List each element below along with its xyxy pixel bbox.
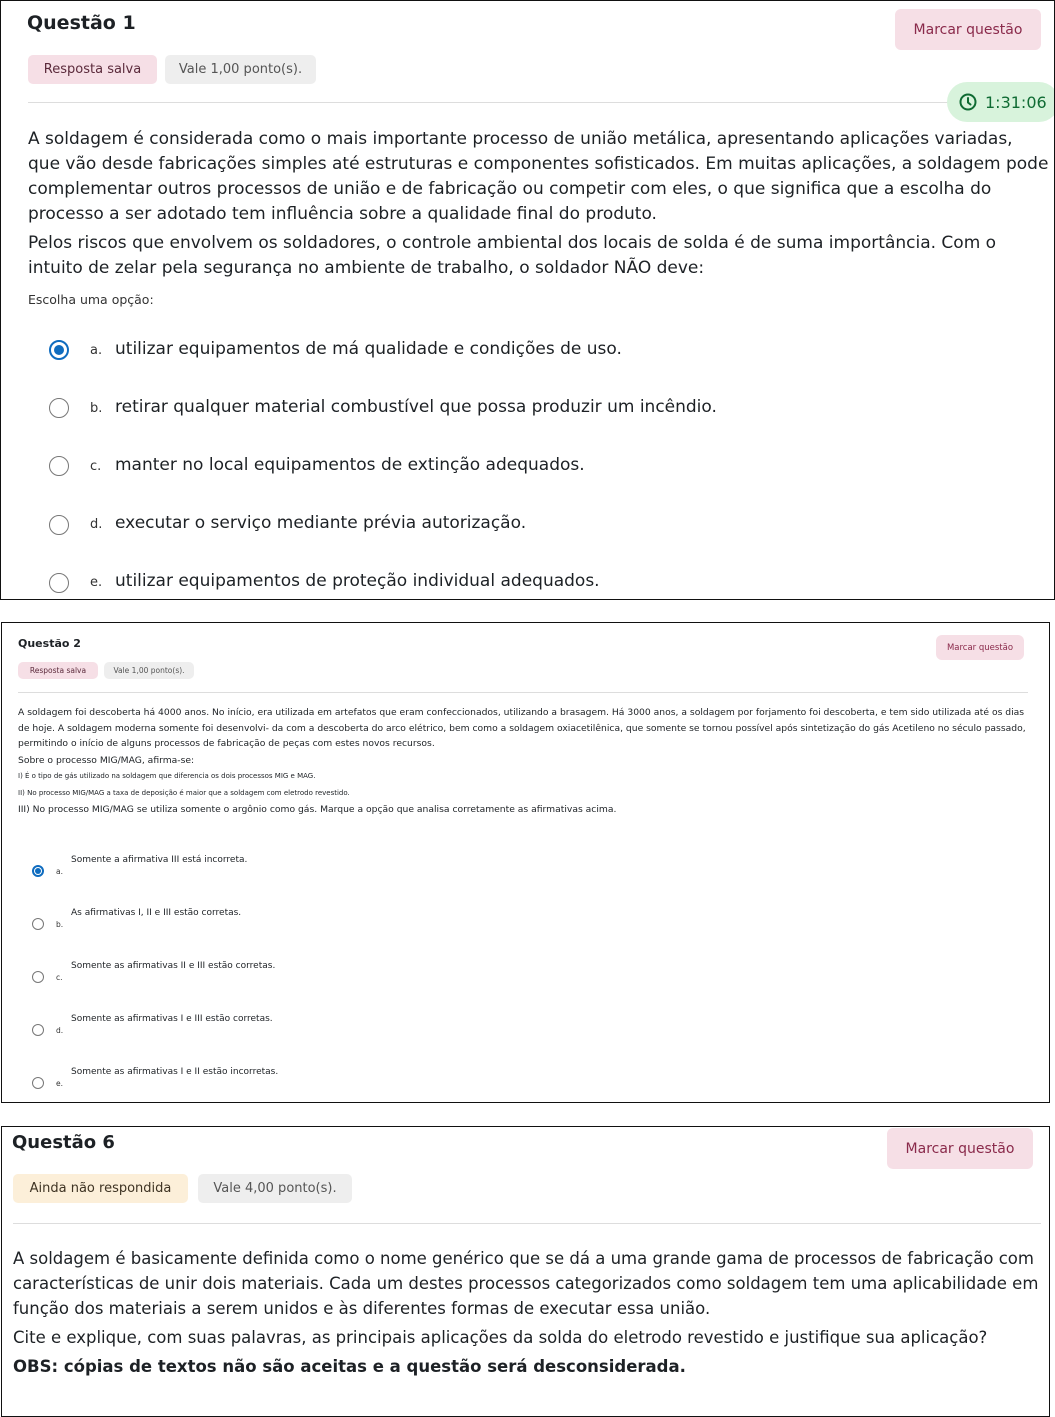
- mark-question-2-button[interactable]: Marcar questão: [936, 635, 1024, 660]
- question-6-divider: [13, 1223, 1041, 1224]
- question-6-note: OBS: cópias de textos não são aceitas e a questão será desconsiderada.: [13, 1357, 686, 1376]
- timer-value: 1:31:06: [985, 92, 1047, 112]
- question-2-option-d-radio[interactable]: [32, 1024, 44, 1036]
- question-1-option-a-radio[interactable]: [49, 340, 69, 360]
- question-2-points-badge: Vale 1,00 ponto(s).: [104, 662, 194, 679]
- question-1-option-b-label[interactable]: retirar qualquer material combustível que possa produzir um incêndio.: [115, 397, 717, 417]
- statement-1: I) É o tipo de gás utilizado na soldagem que diferencia os dois processos MIG e MAG.: [18, 772, 316, 780]
- option-letter: e.: [56, 1079, 63, 1088]
- question-2-title: Questão 2: [18, 637, 81, 650]
- question-1-prompt: Escolha uma opção:: [28, 292, 154, 307]
- question-1-option-c-label[interactable]: manter no local equipamentos de extinção adequados.: [115, 455, 585, 475]
- question-1-paragraph: Pelos riscos que envolvem os soldadores, o controle ambiental dos locais de solda é de suma importância. Com o intuito de zelar pela segurança no ambiente de trabalho, o soldador NÃO deve:: [28, 233, 997, 278]
- option-letter: a.: [90, 343, 103, 358]
- question-6-text: [13, 1246, 1043, 1383]
- question-2-panel: [1, 622, 1050, 1103]
- question-6-status-badge: Ainda não respondida: [13, 1174, 188, 1203]
- question-1-option-e-radio[interactable]: [49, 573, 69, 593]
- option-letter: a.: [56, 867, 63, 876]
- question-6-paragraph: A soldagem é basicamente definida como o nome genérico que se dá a uma grande gama de processos de fabricação com características de unir dois materiais. Cada um destes processos categorizados como soldagem tem uma aplicabilidade em função dos materiais a serem unidos e às diferentes formas de executar essa união.: [13, 1249, 1039, 1318]
- option-letter: b.: [90, 401, 103, 416]
- option-letter: e.: [90, 575, 103, 590]
- statement-3: III) No processo MIG/MAG se utiliza somente o argônio como gás. Marque a opção que analisa corretamente as afirmativas acima.: [18, 804, 617, 815]
- question-2-option-e-label[interactable]: Somente as afirmativas I e II estão incorretas.: [71, 1067, 279, 1077]
- question-2-option-b-radio[interactable]: [32, 918, 44, 930]
- question-1-option-a-label[interactable]: utilizar equipamentos de má qualidade e condições de uso.: [115, 339, 622, 359]
- question-1-panel: [0, 0, 1055, 600]
- option-letter: b.: [56, 920, 64, 929]
- question-1-option-d-label[interactable]: executar o serviço mediante prévia autorização.: [115, 513, 527, 533]
- question-2-option-d-label[interactable]: Somente as afirmativas I e III estão corretas.: [71, 1014, 273, 1024]
- question-1-divider: [28, 102, 948, 103]
- clock-icon: [959, 93, 977, 111]
- question-1-title: Questão 1: [27, 12, 136, 34]
- question-2-option-b-label[interactable]: As afirmativas I, II e III estão corretas.: [71, 908, 242, 918]
- question-2-divider: [18, 692, 1028, 693]
- mark-question-1-button[interactable]: Marcar questão: [895, 9, 1041, 50]
- option-letter: c.: [90, 459, 102, 474]
- question-1-option-e-label[interactable]: utilizar equipamentos de proteção individual adequados.: [115, 571, 600, 591]
- question-2-text: [18, 705, 1038, 819]
- question-1-text: [28, 127, 1050, 285]
- question-1-status-badge: Resposta salva: [28, 55, 157, 84]
- option-letter: d.: [56, 1026, 64, 1035]
- question-1-option-c-radio[interactable]: [49, 456, 69, 476]
- question-2-option-a-label[interactable]: Somente a afirmativa III está incorreta.: [71, 855, 248, 865]
- question-2-option-a-radio[interactable]: [32, 865, 44, 877]
- question-6-title: Questão 6: [12, 1132, 115, 1153]
- question-2-paragraph: Sobre o processo MIG/MAG, afirma-se:: [18, 754, 195, 766]
- question-1-points-badge: Vale 1,00 ponto(s).: [165, 55, 316, 84]
- question-2-option-c-label[interactable]: Somente as afirmativas II e III estão corretas.: [71, 961, 276, 971]
- question-6-paragraph: Cite e explique, com suas palavras, as principais aplicações da solda do eletrodo revestido e justifique sua aplicação?: [13, 1328, 988, 1347]
- option-letter: d.: [90, 517, 103, 532]
- quiz-timer: [947, 82, 1055, 122]
- question-1-option-b-radio[interactable]: [49, 398, 69, 418]
- statement-2: II) No processo MIG/MAG a taxa de deposição é maior que a soldagem com eletrodo revestido.: [18, 788, 350, 797]
- question-2-option-c-radio[interactable]: [32, 971, 44, 983]
- question-2-option-e-radio[interactable]: [32, 1077, 44, 1089]
- mark-question-6-button[interactable]: Marcar questão: [887, 1128, 1033, 1169]
- question-6-panel: [1, 1126, 1050, 1417]
- question-1-paragraph: A soldagem é considerada como o mais importante processo de união metálica, apresentando aplicações variadas, que vão desde fabricações simples até estruturas e componentes sofisticados. Em muitas aplicações, a soldagem pode complementar outros processos de união e de fabricação ou competir com eles, o que significa que a escolha do processo a ser adotado tem influência sobre a qualidade final do produto.: [28, 129, 1049, 224]
- question-2-paragraph: A soldagem foi descoberta há 4000 anos. No início, era utilizada em artefatos que eram confeccionados, utilizando a brasagem. Há 3000 anos, a soldagem por forjamento foi descoberta, e tem sido utilizada até os dias de hoje. A soldagem moderna somente foi desenvolvi- da com a descoberta do arco elétrico, bem como a soldagem oxiacetilênica, que somente se tornou possível após sintetização do gás Acetileno no século passado, permitindo o início de alguns processos de fabricação de peças com estes novos recursos.: [18, 707, 1026, 749]
- question-6-points-badge: Vale 4,00 ponto(s).: [198, 1174, 352, 1203]
- question-2-status-badge: Resposta salva: [18, 662, 98, 679]
- question-1-option-d-radio[interactable]: [49, 515, 69, 535]
- option-letter: c.: [56, 973, 63, 982]
